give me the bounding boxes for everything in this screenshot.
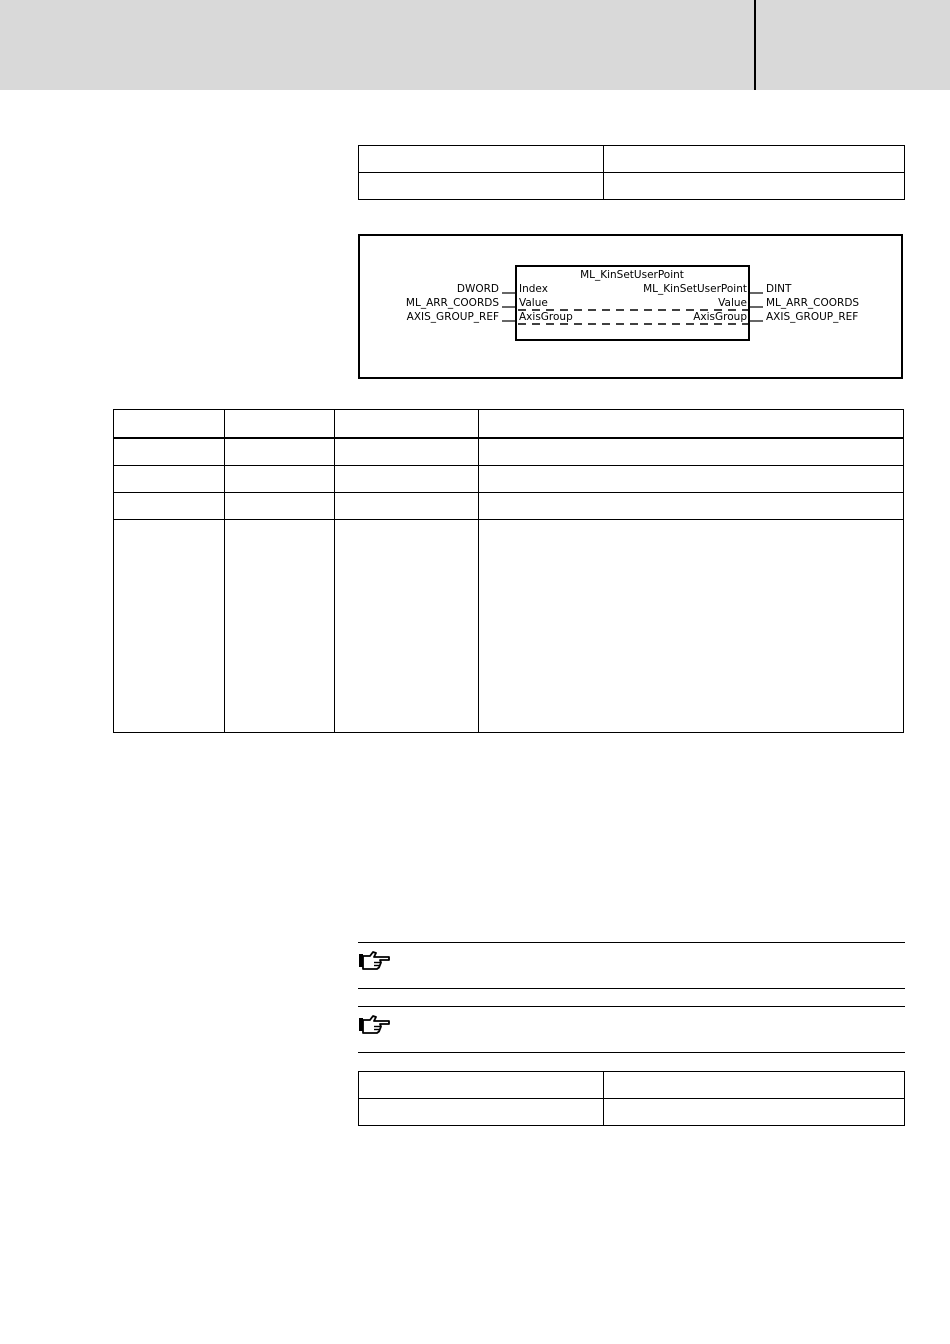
input-type-value: ML_ARR_COORDS — [405, 297, 499, 309]
input-type-axisgroup: AXIS_GROUP_REF — [406, 311, 499, 323]
table-row — [114, 466, 904, 493]
table-row — [114, 438, 904, 466]
table-row — [114, 493, 904, 520]
pointing-hand-icon — [358, 1014, 392, 1036]
input-pin-value: Value — [519, 297, 548, 309]
output-pin-axisgroup: AxisGroup — [693, 311, 747, 323]
page-header-band — [0, 0, 950, 90]
table-row — [359, 173, 905, 200]
table-row — [114, 520, 904, 733]
output-pin-value: Value — [718, 297, 747, 309]
input-pin-axisgroup: AxisGroup — [519, 311, 573, 323]
function-block-diagram — [358, 234, 903, 379]
input-pin-index: Index — [519, 283, 548, 295]
input-type-index: DWORD — [456, 283, 499, 295]
parameter-table — [113, 409, 904, 733]
note-box — [358, 1006, 905, 1053]
bottom-info-table — [358, 1071, 905, 1126]
table-row — [359, 146, 905, 173]
table-row — [359, 1072, 905, 1099]
table-header-row — [114, 410, 904, 439]
function-block-title: ML_KinSetUserPoint — [580, 269, 684, 281]
pointing-hand-icon — [358, 950, 392, 972]
output-type-axisgroup: AXIS_GROUP_REF — [766, 311, 859, 323]
top-info-table — [358, 145, 905, 200]
header-divider — [754, 0, 756, 90]
output-type-value: ML_ARR_COORDS — [766, 297, 860, 309]
table-row — [359, 1099, 905, 1126]
note-box — [358, 942, 905, 989]
output-type-result: DINT — [766, 283, 792, 295]
output-pin-result: ML_KinSetUserPoint — [643, 283, 747, 295]
